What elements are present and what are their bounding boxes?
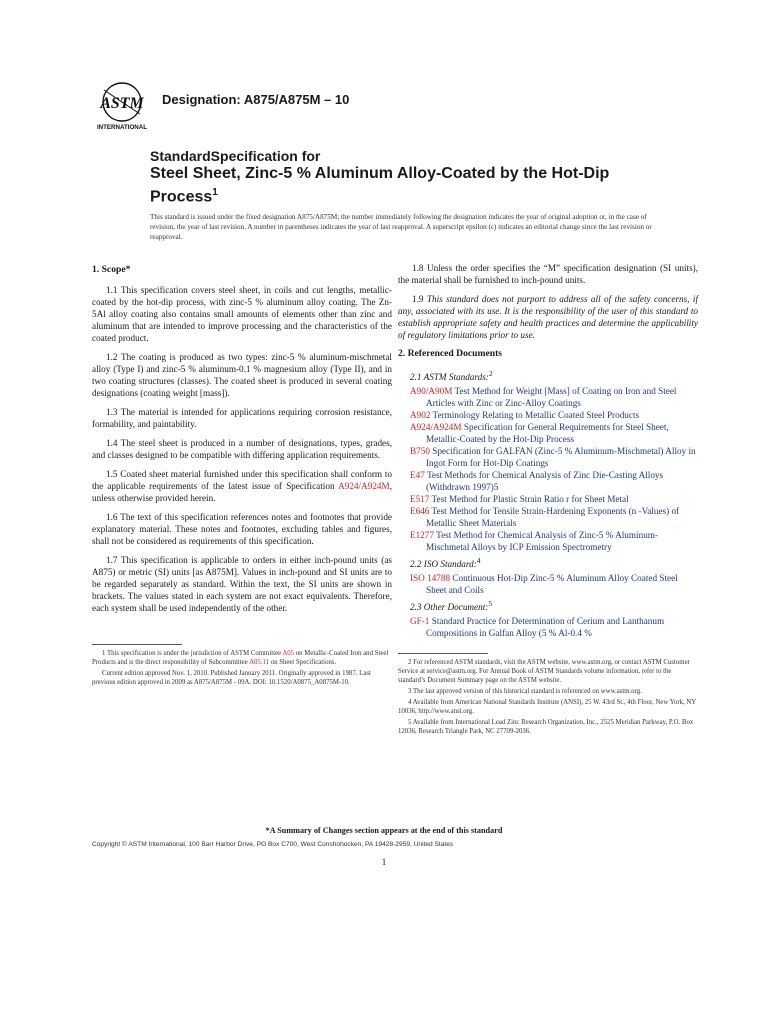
referenced-heading: 2. Referenced Documents (398, 348, 502, 359)
title-line-2: Steel Sheet, Zinc-5 % Aluminum Alloy-Coated by the Hot-Dip Process (150, 165, 610, 206)
reference-item (398, 572, 698, 596)
link-a924[interactable]: A924/A924M (338, 481, 390, 491)
svg-text:ASTM: ASTM (100, 95, 144, 112)
scope-p1-9: 1.9 This standard does not purport to address all of the safety concerns, if any, associated with its use. It is the responsibility of the user of this standard to establish appropriate safety and health practices and determine the applicability of regulatory limitations prior to use. (398, 294, 699, 340)
reference-code-link[interactable]: A902 (410, 410, 431, 421)
reference-title-link[interactable]: Test Method for Plastic Strain Ratio r for Sheet Metal (429, 494, 629, 505)
scope-heading: 1. Scope* (92, 264, 131, 275)
link-a05[interactable]: A05 (282, 650, 295, 657)
scope-p1-4: 1.4 The steel sheet is produced in a number of designations, types, grades, and classes designed to be compatible with differing application requirements. (92, 438, 392, 460)
reference-code-link[interactable]: ISO 14788 (410, 573, 451, 584)
document-title (150, 148, 670, 206)
astm-logo (92, 80, 152, 132)
reference-title-link[interactable]: Test Method for Weight [Mass] of Coating on Iron and Steel Articles with Zinc or Zinc-Alloy Coatings (426, 386, 677, 409)
reference-code-link[interactable]: B750 (410, 446, 430, 457)
reference-item (398, 385, 698, 409)
title-footnote-mark: 1 (212, 187, 218, 198)
reference-item (398, 505, 698, 529)
footnotes-right (398, 653, 698, 736)
reference-title-link[interactable]: Test Methods for Chemical Analysis of Zinc Die-Casting Alloys (Withdrawn 1997)5 (424, 470, 664, 493)
reference-item (398, 409, 698, 421)
footnotes-left (92, 644, 392, 687)
other-documents-list (398, 615, 698, 639)
reference-code-link[interactable]: E517 (410, 494, 430, 505)
reference-code-link[interactable]: E1277 (410, 530, 434, 541)
reference-code-link[interactable]: E47 (410, 470, 425, 481)
reference-title-link[interactable]: Specification for General Requirements for Steel Sheet, Metallic-Coated by the Hot-Dip Process (426, 422, 669, 445)
scope-p1-6: 1.6 The text of this specification references notes and footnotes that provide explanatory material. These notes and footnotes, excluding tables and figures, shall not be considered as requirements of this specification. (92, 512, 392, 546)
footnote-1-edition: Current edition approved Nov. 1, 2010. Published January 2011. Originally approved in 1987. Last previous edition approved in 2009 as A875/A875M - 09A. DOI: 10.1520/A0875_A0875M-10. (92, 670, 371, 686)
issued-note: This standard is issued under the fixed designation A875/A875M; the number immediately following the designation indicates the year of original adoption or, in the case of revision, the year of last revision. A number in parentheses indicates the year of last reapproval. A superscript epsilon (ε) indicates an editorial change since the last revision or reapproval. (150, 213, 652, 241)
reference-item (398, 529, 698, 553)
scope-p1-7: 1.7 This specification is applicable to orders in either inch-pound units (as A875) or metric (SI) units [as A875M]. Values in inch-pound and SI units are to be regarded separately as standard. Within the text, the SI units are shown in brackets. The values stated in each system are not exact equivalents. Therefore, each system shall be used independently of the other. (92, 555, 392, 613)
right-column (398, 262, 698, 738)
scope-p1-8: 1.8 Unless the order specifies the “M” specification designation (SI units), the material shall be furnished to inch-pound units. (398, 263, 698, 285)
reference-item (398, 469, 698, 493)
reference-title-link[interactable]: Specification for GALFAN (Zinc-5 % Aluminum-Mischmetal) Alloy in Ingot Form for Hot-Dip Coatings (426, 446, 696, 469)
reference-code-link[interactable]: E646 (410, 506, 430, 517)
reference-item (398, 615, 698, 639)
reference-item (398, 445, 698, 469)
title-line-1: StandardSpecification for (150, 148, 321, 164)
iso-standards-list (398, 572, 698, 596)
reference-title-link[interactable]: Continuous Hot-Dip Zinc-5 % Aluminum Alloy Coated Steel Sheet and Coils (426, 573, 678, 596)
reference-code-link[interactable]: A90/A90M (410, 386, 453, 397)
footnote-rule (92, 644, 182, 645)
summary-note: *A Summary of Changes section appears at the end of this standard (265, 826, 503, 835)
reference-item (398, 421, 698, 445)
astm-standards-label: 2.1 ASTM Standards:$^2$ (410, 369, 493, 383)
footnote-1: 1 This specification is under the jurisdiction of ASTM Committee A05 on Metallic-Coated Iron and Steel Products and is the direct responsibility of Subcommittee A05.11 on Sheet Specifications. (92, 650, 389, 666)
svg-text:INTERNATIONAL: INTERNATIONAL (96, 124, 148, 131)
link-a05-11[interactable]: A05.11 (249, 659, 270, 666)
footnote-3: 3 The last approved version of this historical standard is referenced on www.astm.org. (408, 688, 642, 696)
reference-title-link[interactable]: Test Method for Chemical Analysis of Zinc-5 % Aluminum-Mischmetal Alloys by ICP Emission Spectrometry (426, 530, 658, 553)
reference-item (398, 493, 698, 505)
scope-p1-5: 1.5 Coated sheet material furnished under this specification shall conform to the applicable requirements of the latest issue of Specification A924/A924M, unless otherwise provided herein. (92, 469, 392, 503)
astm-standards-list (398, 385, 698, 553)
scope-p1-1: 1.1 This specification covers steel sheet, in coils and cut lengths, metallic-coated by the hot-dip process, with zinc-5 % aluminum alloy coating. The Zn-5Al alloy coating also contains small amounts of elements other than zinc and aluminum that are intended to improve processing and the characteristics of the coated product. (92, 285, 392, 343)
scope-p1-2: 1.2 The coating is produced as two types: zinc-5 % aluminum-mischmetal alloy (Type I) and zinc-5 % aluminum-0.1 % magnesium alloy (Type II), and in two coating structures (classes). The coated sheet is produced in several coating designations (coating weight [mass]). (92, 352, 392, 398)
footnote-rule-right (398, 653, 488, 654)
reference-title-link[interactable]: Standard Practice for Determination of Cerium and Lanthanum Compositions in Galfan Alloy (5 % Al-0.4 % (426, 616, 665, 639)
page-number: 1 (381, 857, 387, 867)
footnote-5: 5 Available from International Lead Zinc Research Organization, Inc., 2525 Meridian Parkway, P.O. Box 12036, Research Triangle Park, NC 27709-2036. (398, 719, 694, 736)
copyright: Copyright © ASTM International, 100 Barr Harbor Drive, PO Box C700, West Conshohocken, PA 19428-2959. United States (92, 841, 454, 848)
footnote-2: 2 For referenced ASTM standards, visit the ASTM website, www.astm.org, or contact ASTM Customer Service at service@astm.org. For Annual Book of ASTM Standards volume information, refer to the standard’s Document Summary page on the ASTM website. (398, 659, 690, 685)
reference-title-link[interactable]: Terminology Relating to Metallic Coated Steel Products (430, 410, 640, 421)
designation: Designation: A875/A875M – 10 (162, 92, 350, 107)
left-column (92, 262, 392, 689)
reference-code-link[interactable]: A924/A924M (410, 422, 462, 433)
reference-code-link[interactable]: GF-1 (410, 616, 430, 627)
reference-title-link[interactable]: Test Method for Tensile Strain-Hardening Exponents (n -Values) of Metallic Sheet Materials (426, 506, 680, 529)
iso-standard-label: 2.2 ISO Standard:$^4$ (410, 556, 481, 570)
footnote-4: 4 Available from American National Standards Institute (ANSI), 25 W. 43rd St., 4th Floor, New York, NY 10036, http://www.ansi.org. (398, 699, 696, 716)
other-document-label: 2.3 Other Document:$^5$ (410, 599, 493, 613)
scope-p1-3: 1.3 The material is intended for applications requiring corrosion resistance, formability, and paintability. (92, 407, 392, 429)
